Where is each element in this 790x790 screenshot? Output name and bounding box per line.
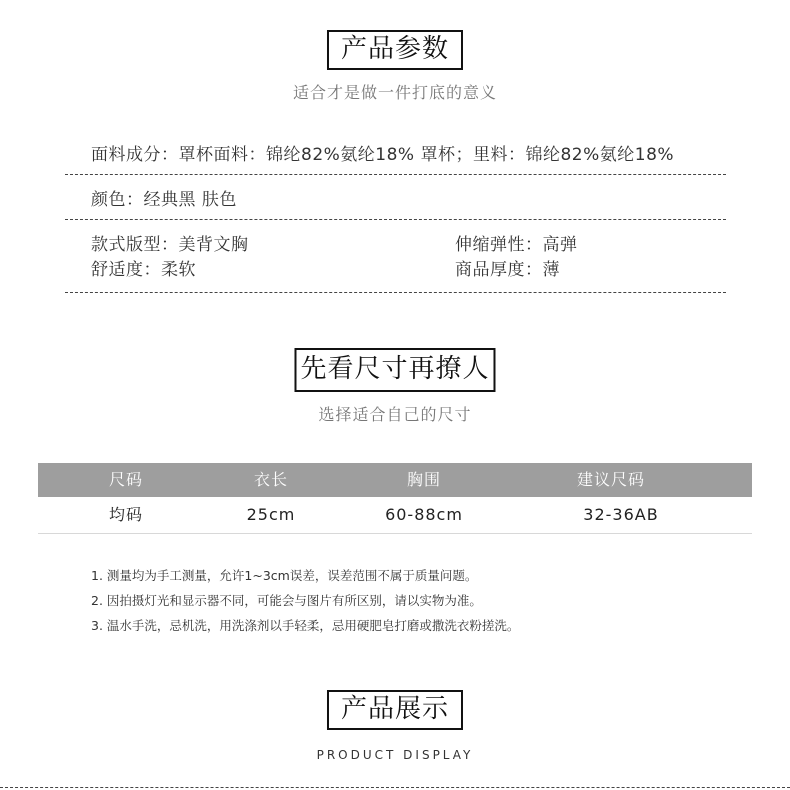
params-title: 产品参数 xyxy=(327,30,463,70)
display-subtitle: PRODUCT DISPLAY xyxy=(316,748,474,762)
cell-size: 均码 xyxy=(108,505,143,524)
note-1: 1. 测量均为手工测量，允许1~3cm误差，误差范围不属于质量问题。 xyxy=(91,568,478,583)
header-length: 衣长 xyxy=(253,470,288,489)
size-table xyxy=(38,463,752,534)
header-bust: 胸围 xyxy=(406,470,441,489)
table-row xyxy=(38,497,752,534)
comfort: 舒适度：柔软 xyxy=(91,260,196,280)
size-subtitle: 选择适合自己的尺寸 xyxy=(318,405,472,424)
thickness: 商品厚度：薄 xyxy=(455,260,560,280)
divider xyxy=(65,219,726,220)
divider xyxy=(65,174,726,175)
params-subtitle: 适合才是做一件打底的意义 xyxy=(292,83,497,102)
fabric-composition: 面料成分：罩杯面料：锦纶82%氨纶18% 罩杯；里料：锦纶82%氨纶18% xyxy=(91,145,675,165)
size-table-header xyxy=(38,463,752,497)
elasticity: 伸缩弹性：高弹 xyxy=(455,235,578,255)
note-3: 3. 温水手洗，忌机洗，用洗涤剂以手轻柔，忌用硬肥皂打磨或撒洗衣粉搓洗。 xyxy=(91,618,520,633)
header-size: 尺码 xyxy=(108,470,143,489)
style-type: 款式版型：美背文胸 xyxy=(91,235,249,255)
divider xyxy=(65,292,726,293)
size-title: 先看尺寸再撩人 xyxy=(294,348,495,392)
divider xyxy=(0,787,790,788)
display-title: 产品展示 xyxy=(327,690,463,730)
cell-bust: 60-88cm xyxy=(385,505,463,524)
color-options: 颜色：经典黑 肤色 xyxy=(91,190,237,210)
cell-length: 25cm xyxy=(246,505,296,524)
note-2: 2. 因拍摄灯光和显示器不同，可能会与图片有所区别，请以实物为准。 xyxy=(91,593,482,608)
header-recommended: 建议尺码 xyxy=(576,470,645,489)
cell-recommended: 32-36AB xyxy=(583,505,659,524)
